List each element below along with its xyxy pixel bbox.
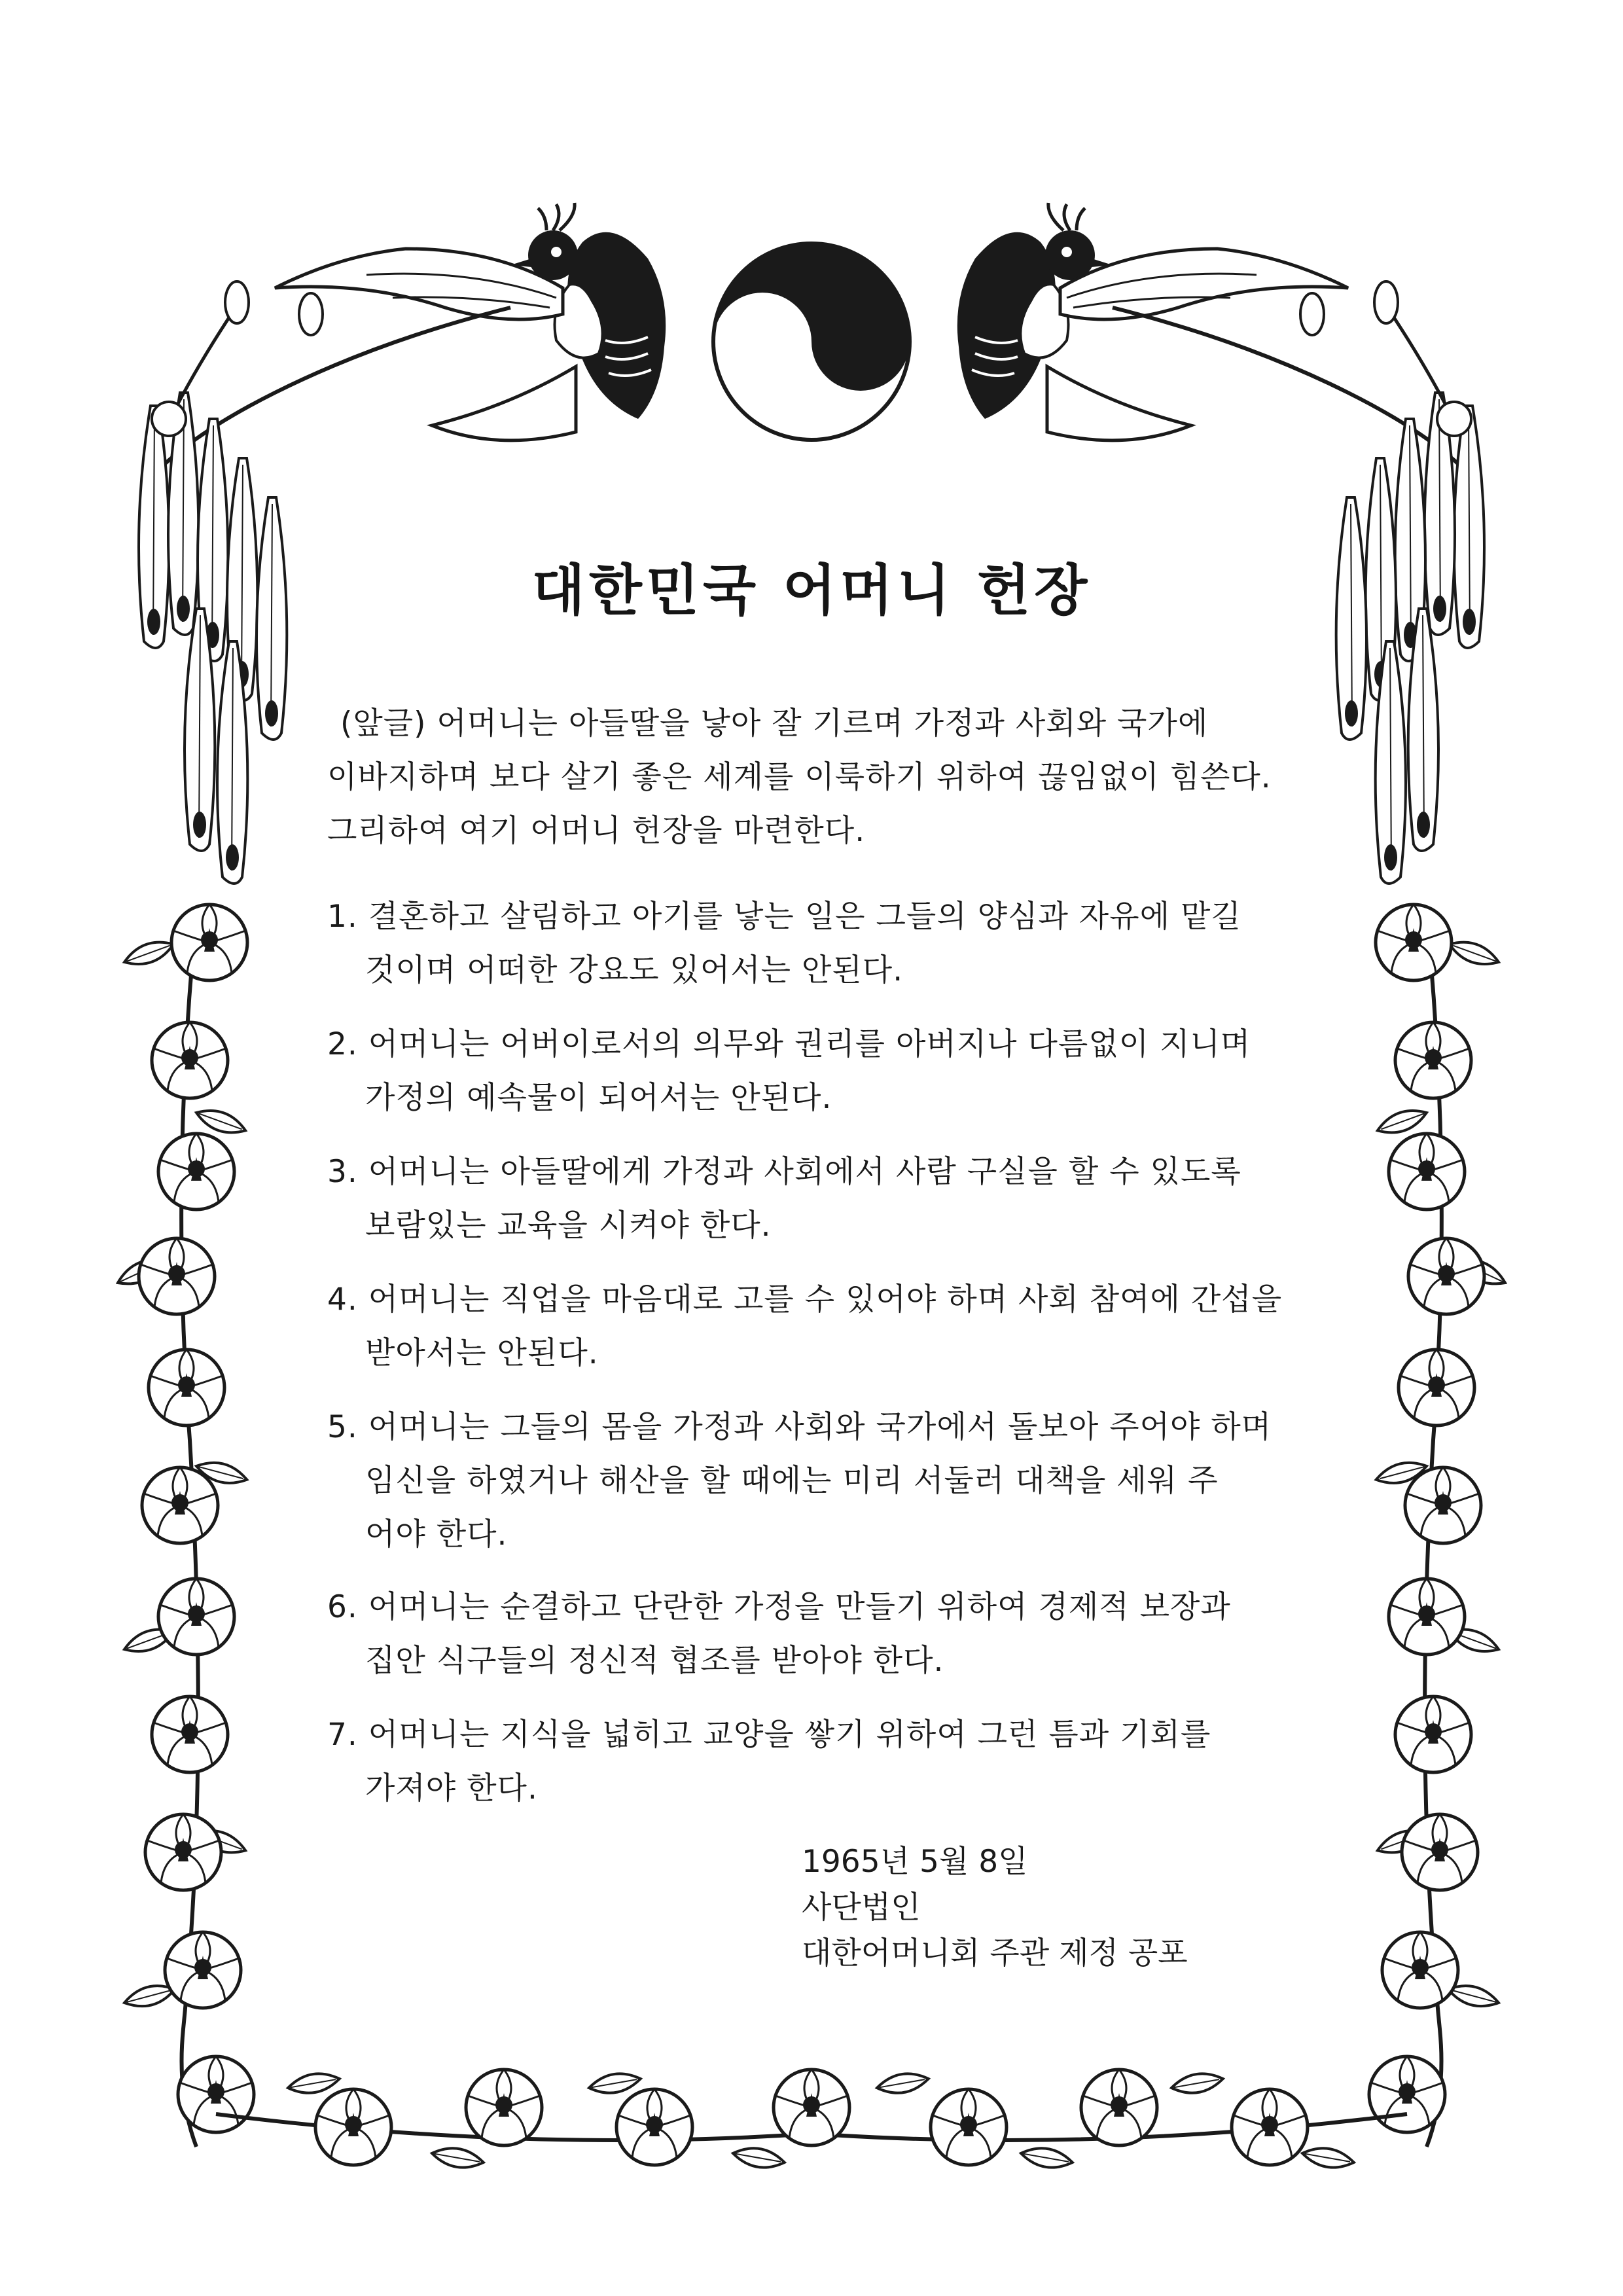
article-5 xyxy=(327,1401,1322,1562)
article-line: 7. 어머니는 지식을 넓히고 교양을 쌓기 위하여 그런 틈과 기회를 xyxy=(327,1717,1211,1753)
article-line: 1. 결혼하고 살림하고 아기를 낳는 일은 그들의 양심과 자유에 맡길 xyxy=(327,899,1241,935)
signature-date: 1965년 5월 8일 xyxy=(802,1844,1028,1880)
preamble xyxy=(327,697,1309,858)
article-line: 2. 어머니는 어버이로서의 의무와 권리를 아버지나 다름없이 지니며 xyxy=(327,1026,1251,1062)
article-line: 5. 어머니는 그들의 몸을 가정과 사회와 국가에서 돌보아 주어야 하며 xyxy=(327,1409,1272,1445)
page-title: 대한민국 어머니 헌장 xyxy=(531,558,1092,622)
article-7 xyxy=(327,1708,1322,1816)
phoenix-left-icon xyxy=(157,203,666,471)
article-3 xyxy=(327,1145,1322,1253)
article-line: 어야 한다. xyxy=(365,1516,508,1552)
article-line: 6. 어머니는 순결하고 단란한 가정을 만들기 위하여 경제적 보장과 xyxy=(327,1589,1231,1625)
article-line: 받아서는 안된다. xyxy=(365,1335,599,1371)
article-line: 보람있는 교육을 시켜야 한다. xyxy=(365,1208,772,1244)
article-6 xyxy=(327,1581,1322,1688)
preamble-line: 이바지하며 보다 살기 좋은 세계를 이룩하기 위하여 끊임없이 힘쓴다. xyxy=(327,759,1272,795)
right-tail-feathers xyxy=(1336,393,1484,884)
article-line: 가정의 예속물이 되어서는 안된다. xyxy=(365,1080,832,1116)
right-flower-vine xyxy=(1369,905,1509,2147)
preamble-line: 그리하여 여기 어머니 헌장을 마련한다. xyxy=(327,813,866,849)
article-2 xyxy=(327,1018,1322,1125)
article-line: 집안 식구들의 정신적 협조를 받아야 한다. xyxy=(365,1643,944,1679)
signature-org: 대한어머니회 주관 제정 공포 xyxy=(802,1935,1188,1971)
bottom-flower-garland xyxy=(216,2070,1407,2172)
article-1 xyxy=(327,890,1322,997)
left-tail-feathers xyxy=(139,393,287,884)
article-line: 3. 어머니는 아들딸에게 가정과 사회에서 사람 구실을 할 수 있도록 xyxy=(327,1154,1241,1190)
signature-block xyxy=(802,1839,1188,1977)
left-flower-vine xyxy=(114,905,254,2147)
article-line: 4. 어머니는 직업을 마음대로 고를 수 있어야 하며 사회 참여에 간섭을 xyxy=(327,1282,1283,1318)
article-line: 것이며 어떠한 강요도 있어서는 안된다. xyxy=(365,952,904,988)
article-line: 임신을 하였거나 해산을 할 때에는 미리 서둘러 대책을 세워 주 xyxy=(365,1463,1219,1499)
preamble-line: (앞글) 어머니는 아들딸을 낳아 잘 기르며 가정과 사회와 국가에 xyxy=(340,706,1209,742)
article-line: 가져야 한다. xyxy=(365,1770,538,1806)
phoenix-right-icon xyxy=(957,203,1466,471)
taegeuk-icon xyxy=(713,243,910,440)
signature-org-type: 사단법인 xyxy=(802,1890,921,1926)
article-4 xyxy=(327,1273,1322,1380)
